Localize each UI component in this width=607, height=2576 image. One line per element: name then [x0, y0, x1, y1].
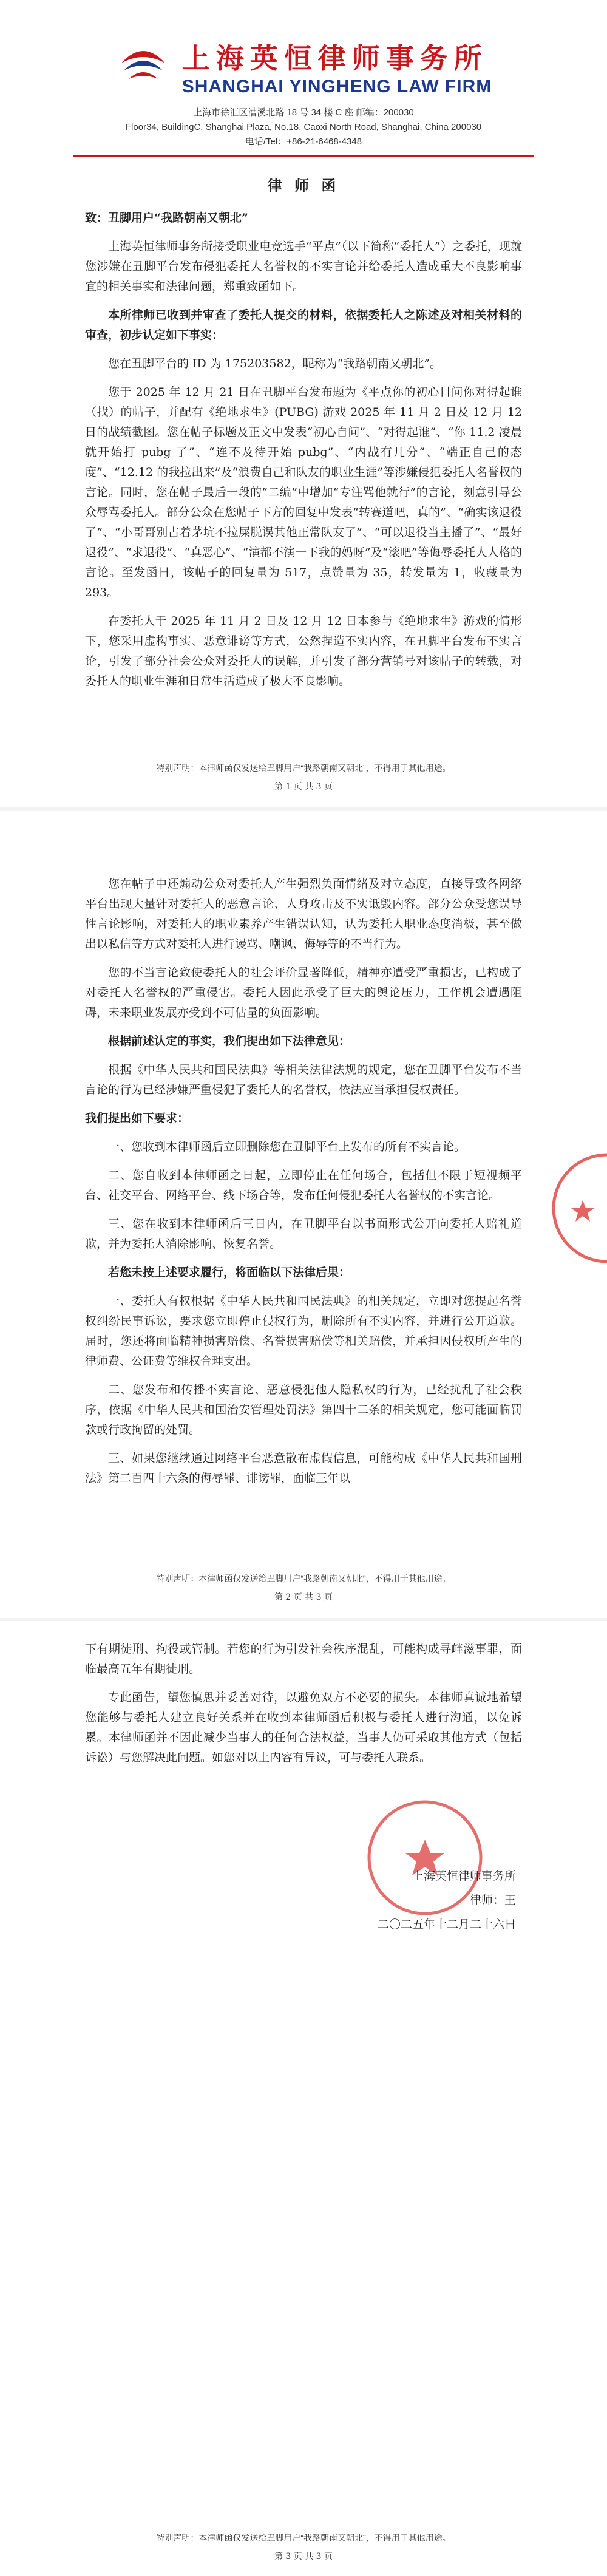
paragraph: 二、您发布和传播不实言论、恶意侵犯他人隐私权的行为，已经扰乱了社会秩序，依据《中华人民共和国治安管理处罚法》第四十二条的相关规定，您可能面临罚款或行政拘留的处罚。 [85, 1383, 522, 1436]
paragraph: 您的不当言论致使委托人的社会评价显著降低，精神亦遭受严重损害，已构成了对委托人名誉权的严重侵害。委托人因此承受了巨大的舆论压力，工作机会遭遇阻碍，未来职业发展亦受到不可估量的负面影响。 [85, 966, 522, 1019]
page-number: 第 1 页 共 3 页 [274, 782, 333, 792]
paragraph: 在委托人于 2025 年 11 月 2 日及 12 月 12 日本参与《绝地求生》游戏的情形下，您采用虚构事实、恶意诽谤等方式，公然捏造不实内容，在丑脚平台发布不实言论，引发了部分社会公众对委托人的误解，并引发了部分营销号对该帖子的转载，对委托人的职业生涯和日常生活造成了极大不良影响。 [85, 614, 522, 688]
paragraph: 上海英恒律师事务所接受职业电竞选手“平点”（以下简称“委托人”）之委托，现就您涉嫌在丑脚平台发布侵犯委托人名誉权的不实言论并给委托人造成重大不良影响事宜的相关事实和法律问题，郑重致函如下。 [85, 240, 522, 293]
letter-page-2 [0, 811, 607, 1618]
paragraph: 专此函告，望您慎思并妥善对待，以避免双方不必要的损失。本律师真诚地希望您能够与委托人建立良好关系并在收到本律师函后积极与委托人进行沟通，以免诉累。本律师函并不因此减少当事人的任何合法权益，当事人仍可采取其他方式（包括诉讼）与您解决此问题。如您对以上内容有异议，可与委托人联系。 [85, 1691, 522, 1764]
document-title: 律 师 函 [267, 177, 340, 194]
signature-firm: 上海英恒律师事务所 [412, 1869, 516, 1883]
paragraph: 二、您自收到本律师函之日起，立即停止在任何场合，包括但不限于短视频平台、社交平台、网络平台、线下场合等，发布任何侵犯委托人名誉权的不实言论。 [85, 1169, 522, 1202]
paragraph: 本所律师已收到并审查了委托人提交的材料，依据委托人之陈述及对相关材料的审查，初步认定如下事实： [85, 308, 522, 342]
header-divider [73, 155, 534, 157]
paragraph: 根据《中华人民共和国民法典》等相关法律法规的规定，您在丑脚平台发布不当言论的行为已经涉嫌严重侵犯了委托人的名誉权，依法应当承担侵权责任。 [85, 1063, 522, 1096]
letter-page-3 [0, 1621, 607, 2576]
paragraph: 您在丑脚平台的 ID 为 175203582，昵称为“我路朝南又朝北”。 [108, 357, 442, 370]
paragraph: 我们提出如下要求： [85, 1112, 189, 1125]
paragraph: 若您未按上述要求履行，将面临以下法律后果： [108, 1266, 351, 1279]
paragraph: 一、您收到本律师函后立即删除您在丑脚平台上发布的所有不实言论。 [108, 1140, 466, 1154]
firm-name-en: SHANGHAI YINGHENG LAW FIRM [181, 76, 492, 97]
paragraph: 三、您在收到本律师函后三日内，在丑脚平台以书面形式公开向委托人赔礼道歉，并为委托人消除影响、恢复名誉。 [85, 1217, 522, 1251]
firm-address-cn: 上海市徐汇区漕溪北路 18 号 34 楼 C 座 邮编：200030 [193, 107, 414, 118]
footer-note: 特别声明：本律师函仅发送给丑脚用户“我路朝南又朝北”，不得用于其他用途。 [156, 1574, 451, 1583]
page-number: 第 2 页 共 3 页 [274, 1592, 333, 1602]
letter-date: 二〇二五年十二月二十六日 [377, 1918, 516, 1931]
paragraph: 您在帖子中还煽动公众对委托人产生强烈负面情绪及对立态度，直接导致各网络平台出现大量针对委托人的恶意言论、人身攻击及不实诋毁内容。部分公众受您误导性言论影响，对委托人的职业素养产生错误认知，认为委托人职业态度消极，甚至做出以私信等方式对委托人进行谩骂、嘲讽、侮辱等的不当行为。 [85, 877, 522, 951]
paragraph: 根据前述认定的事实，我们提出如下法律意见： [108, 1035, 351, 1048]
paragraph: 三、如果您继续通过网络平台恶意散布虚假信息，可能构成《中华人民共和国刑法》第二百四十六条的侮辱罪、诽谤罪，面临三年以 [85, 1452, 522, 1485]
signature-lawyer: 律师：王 [469, 1894, 516, 1907]
letter-body-page-2 [0, 811, 607, 1489]
firm-name-cn: 上海英恒律师事务所 [181, 42, 488, 75]
footer-note: 特别声明：本律师函仅发送给丑脚用户“我路朝南又朝北”，不得用于其他用途。 [156, 763, 451, 773]
footer-note: 特别声明：本律师函仅发送给丑脚用户“我路朝南又朝北”，不得用于其他用途。 [156, 2533, 451, 2543]
letterhead [0, 0, 607, 157]
firm-address-en: Floor34, BuildingC, Shanghai Plaza, No.18, Caoxi North Road, Shanghai, China 200030 [125, 122, 482, 132]
paragraph: 您于 2025 年 12 月 21 日在丑脚平台发布题为《平点你的初心目问你对得起谁（找）的帖子，并配有《绝地求生》(PUBG) 游戏 2025 年 11 月 2 日及 12 月 12 日的战绩截图。您在帖子标题及正文中发表“初心自问”、“对得起谁”、“你 11.2 凌晨就开始打 pubg 了”、“连不及待开始 pubg”、“内战有几分”、“端正自己的态度”、“12.12 的我拉出来”及“浪费自己和队友的职业生涯”等涉嫌侵犯委托人名誉权的言论。同时，您在帖子最后一段的“二编”中增加“专注骂他就行”的言论，刻意引导公众辱骂委托人。部分公众在您帖子下方的回复中发表“转赛道吧，真的”、“确实该退役了”、“小哥哥别占着茅坑不拉屎脱误其他正常队友了”、“可以退役当主播了”、“最好退役”、“求退役”、“真恶心”、“演都不演一下我的妈呀”及“滚吧”等侮辱委托人人格的言论。至发函日，该帖子的回复量为 517，点赞量为 35，转发量为 1，收藏量为 293。 [85, 386, 522, 599]
paragraph: 一、委托人有权根据《中华人民共和国民法典》的相关规定，立即对您提起名誉权纠纷民事诉讼，要求您立即停止侵权行为，删除所有不实内容，并进行公开道歉。届时，您还将面临精神损害赔偿、名誉损害赔偿等相关赔偿，并承担因侵权所产生的律师费、公证费等维权合理支出。 [85, 1294, 522, 1368]
letter-page-1 [0, 0, 607, 807]
signature-block [378, 1864, 516, 1937]
seal-stamp-edge-icon [549, 1150, 607, 1266]
letter-body-page-1 [0, 208, 607, 692]
salutation: 致：丑脚用户“我路朝南又朝北” [85, 211, 248, 225]
page-number: 第 3 页 共 3 页 [274, 2552, 333, 2561]
firm-logo-icon [115, 39, 171, 95]
letter-body-page-3 [0, 1621, 607, 1768]
firm-tel: 电话/Tel：+86-21-6468-4348 [245, 137, 362, 147]
paragraph: 下有期徒刑、拘役或管制。若您的行为引发社会秩序混乱，可能构成寻衅滋事罪，面临最高五年有期徒刑。 [85, 1642, 522, 1676]
